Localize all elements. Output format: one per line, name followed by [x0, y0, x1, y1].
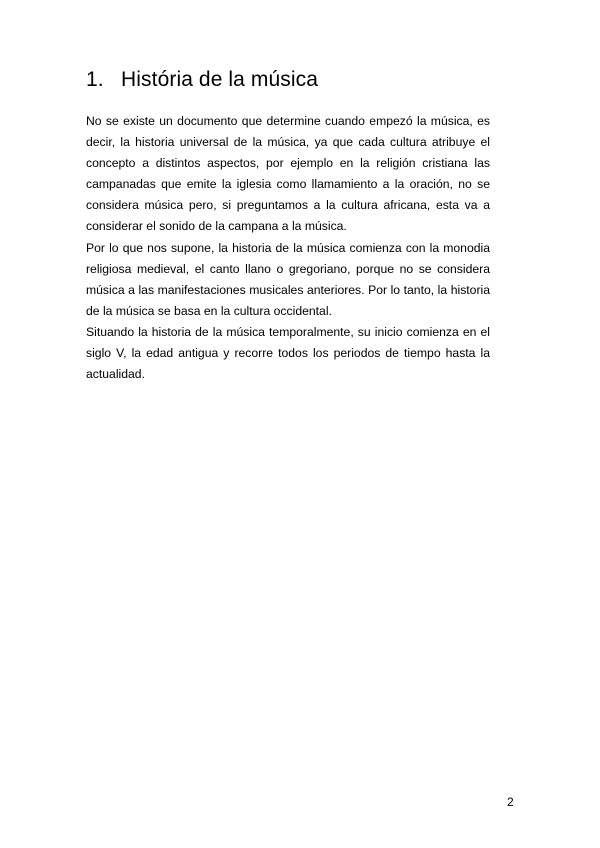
paragraph: No se existe un documento que determine cuando empezó la música, es decir, la historia universal de la música, ya que cada cultura atribuye el concepto a distintos aspectos, por ejemplo en la religión cristiana las campanadas que emite la iglesia como llamamiento a la oración, no se considera música pero, si preguntamos a la cultura africana, esta va a considerar el sonido de la campana a la música.: [86, 114, 490, 234]
page-number: 2: [507, 795, 514, 809]
paragraph: Situando la historia de la música temporalmente, su inicio comienza en el siglo V, la edad antigua y recorre todos los periodos de tiempo hasta la actualidad.: [86, 324, 490, 382]
paragraph: Por lo que nos supone, la historia de la música comienza con la monodia religiosa medieval, el canto llano o gregoriano, porque no se considera música a las manifestaciones musicales anteriores. Por lo tanto, la historia de la música se basa en la cultura occidental.: [86, 240, 490, 318]
section-number: 1.: [86, 68, 104, 91]
section-heading: [86, 68, 318, 92]
body-text: [86, 111, 490, 385]
section-title: História de la música: [121, 68, 319, 91]
